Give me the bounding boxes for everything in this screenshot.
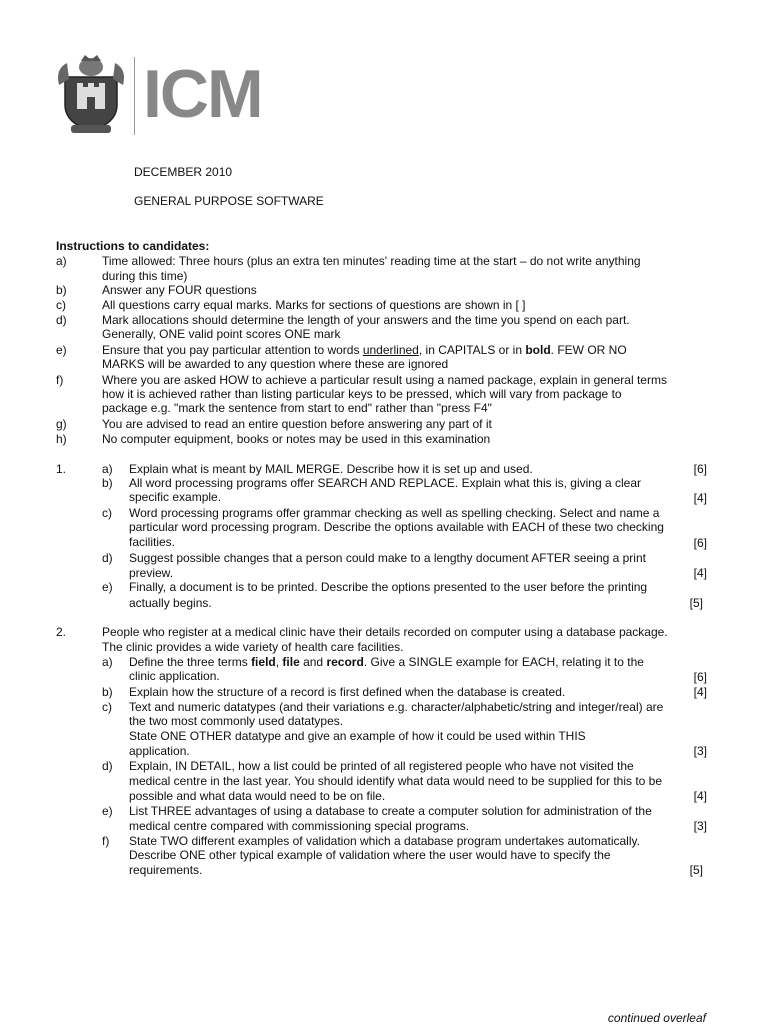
instruction-label: b) <box>56 283 67 297</box>
part-mark: [4] <box>693 789 707 803</box>
part-text: State TWO different examples of validation which a database program undertakes automatically. <box>129 834 640 848</box>
instruction-label: e) <box>56 343 67 357</box>
part-text: preview. <box>129 566 174 580</box>
part-text <box>129 655 644 669</box>
exam-date: DECEMBER 2010 <box>134 165 233 179</box>
part-label: a) <box>102 462 113 476</box>
instruction-text: MARKS will be awarded to any question where these are ignored <box>102 357 449 371</box>
part-text: particular word processing program. Describe the options available with EACH of these two checking <box>129 520 664 534</box>
part-mark: [4] <box>693 685 707 699</box>
part-text: application. <box>129 744 190 758</box>
part-mark: [4] <box>693 566 707 580</box>
bold-word: record <box>326 655 364 669</box>
part-text: Describe ONE other typical example of validation where the user would have to specify the <box>129 848 611 862</box>
instruction-text: package e.g. "mark the sentence from start to end" rather than "press F4" <box>102 401 492 415</box>
instruction-label: h) <box>56 432 67 446</box>
part-text: possible and what data would need to be on file. <box>129 789 386 803</box>
exam-subject: GENERAL PURPOSE SOFTWARE <box>134 194 324 208</box>
part-text: Explain how the structure of a record is first defined when the database is created. <box>129 685 566 699</box>
question-number: 1. <box>56 462 67 476</box>
instruction-label: a) <box>56 254 67 268</box>
instruction-label: g) <box>56 417 67 431</box>
part-text: specific example. <box>129 490 222 504</box>
text-run: . Give a SINGLE example for EACH, relating it to the <box>363 655 644 669</box>
part-label: b) <box>102 685 113 699</box>
part-label: d) <box>102 551 113 565</box>
text-run: Ensure that you pay particular attention to words <box>102 343 363 357</box>
instruction-text <box>102 343 627 357</box>
crest-icon <box>55 55 127 135</box>
part-mark: [5] <box>689 596 703 610</box>
icm-logo <box>55 55 285 137</box>
part-mark: [6] <box>693 536 707 550</box>
instruction-label: f) <box>56 373 64 387</box>
part-text: actually begins. <box>129 596 212 610</box>
part-mark: [3] <box>693 744 707 758</box>
underlined-word: underlined <box>362 343 419 357</box>
instruction-text: No computer equipment, books or notes may be used in this examination <box>102 432 491 446</box>
part-text: Finally, a document is to be printed. Describe the options presented to the user before the printing <box>129 580 648 594</box>
part-text: All word processing programs offer SEARCH AND REPLACE. Explain what this is, giving a clear <box>129 476 641 490</box>
logo-divider <box>134 57 135 135</box>
part-text: Explain, IN DETAIL, how a list could be printed of all registered people who have not visited the <box>129 759 634 773</box>
part-text: requirements. <box>129 863 203 877</box>
question-number: 2. <box>56 625 67 639</box>
text-run: and <box>299 655 327 669</box>
part-mark: [5] <box>689 863 703 877</box>
part-text: Text and numeric datatypes (and their variations e.g. character/alphabetic/string and integer/real) are <box>129 700 664 714</box>
text-run: Define the three terms <box>129 655 252 669</box>
part-label: c) <box>102 700 112 714</box>
part-text: Suggest possible changes that a person could make to a lengthy document AFTER seeing a print <box>129 551 646 565</box>
part-label: f) <box>102 834 110 848</box>
part-text: State ONE OTHER datatype and give an example of how it could be used within THIS <box>129 729 586 743</box>
continued-overleaf: continued overleaf <box>607 1011 706 1025</box>
instruction-text: how it is achieved rather than listing particular keys to be pressed, which will vary from package to <box>102 387 622 401</box>
instructions-heading: Instructions to candidates: <box>56 239 210 253</box>
instruction-label: d) <box>56 313 67 327</box>
bold-word: bold <box>525 343 551 357</box>
instruction-text: Time allowed: Three hours (plus an extra ten minutes' reading time at the start – do not write anything <box>102 254 641 268</box>
text-run: , <box>275 655 283 669</box>
part-mark: [4] <box>693 491 707 505</box>
part-label: e) <box>102 804 113 818</box>
question-intro: The clinic provides a wide variety of health care facilities. <box>102 640 404 654</box>
part-label: e) <box>102 580 113 594</box>
instruction-text: during this time) <box>102 269 188 283</box>
part-text: facilities. <box>129 535 176 549</box>
instruction-text: Generally, ONE valid point scores ONE mark <box>102 327 341 341</box>
part-label: d) <box>102 759 113 773</box>
icm-wordmark: ICM <box>143 56 262 132</box>
part-label: c) <box>102 506 112 520</box>
instruction-text: Where you are asked HOW to achieve a particular result using a named package, explain in general terms <box>102 373 667 387</box>
question-intro: People who register at a medical clinic have their details recorded on computer using a database package. <box>102 625 668 639</box>
instruction-text: You are advised to read an entire question before answering any part of it <box>102 417 492 431</box>
part-text: List THREE advantages of using a database to create a computer solution for administration of the <box>129 804 652 818</box>
part-mark: [3] <box>693 819 707 833</box>
part-mark: [6] <box>693 462 707 476</box>
part-label: b) <box>102 476 113 490</box>
bold-word: field <box>251 655 276 669</box>
part-text: Word processing programs offer grammar checking as well as spelling checking. Select and name a <box>129 506 660 520</box>
text-run: , in CAPITALS or in <box>418 343 526 357</box>
instruction-text: All questions carry equal marks. Marks for sections of questions are shown in [ ] <box>102 298 526 312</box>
instruction-text: Mark allocations should determine the length of your answers and the time you spend on each part. <box>102 313 630 327</box>
bold-word: file <box>282 655 300 669</box>
part-text: medical centre compared with commissioning special programs. <box>129 819 470 833</box>
part-text: Explain what is meant by MAIL MERGE. Describe how it is set up and used. <box>129 462 533 476</box>
part-mark: [6] <box>693 670 707 684</box>
instruction-label: c) <box>56 298 66 312</box>
part-text: clinic application. <box>129 669 220 683</box>
part-label: a) <box>102 655 113 669</box>
instruction-text: Answer any FOUR questions <box>102 283 257 297</box>
part-text: medical centre in the last year. You should identify what data would need to be supplied for this to be <box>129 774 663 788</box>
text-run: . FEW OR NO <box>550 343 627 357</box>
part-text: the two most commonly used datatypes. <box>129 714 344 728</box>
